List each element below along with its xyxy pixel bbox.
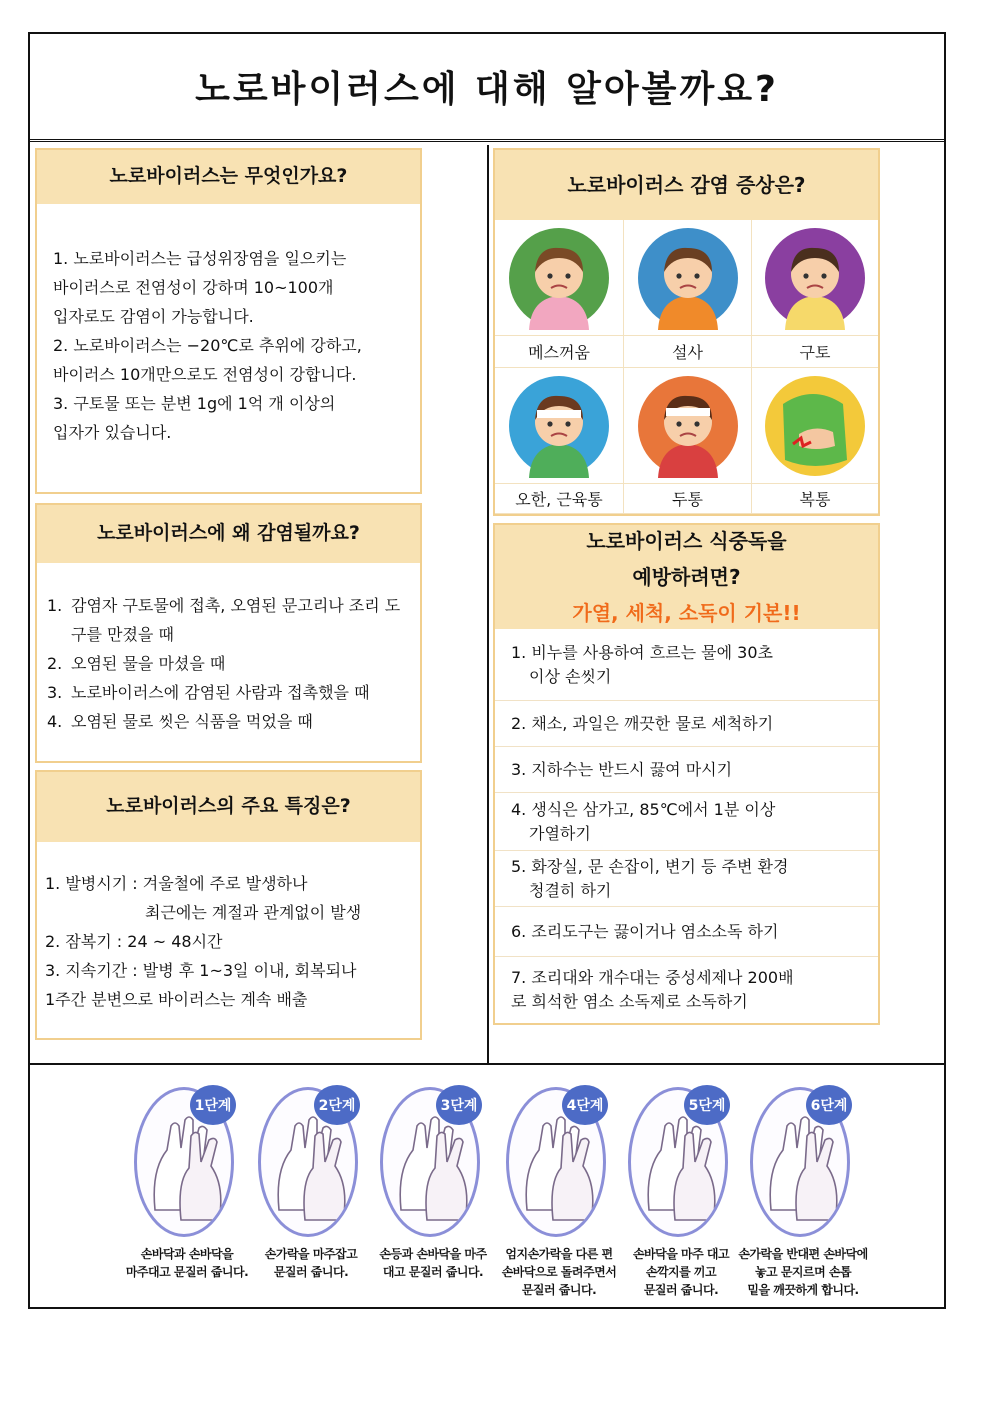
step-badge: 5단계: [684, 1085, 730, 1125]
why-item: [47, 649, 414, 678]
prevention-panel: [493, 523, 880, 1025]
prevention-item: [495, 701, 878, 747]
prevention-item-line: 3. 지하수는 반드시 끓여 마시기: [511, 759, 733, 779]
what-heading: 노로바이러스는 무엇인가요?: [37, 150, 420, 204]
symptom-person-icon: [636, 374, 740, 478]
handwash-step: [622, 1085, 740, 1305]
what-line: 입자가 있습니다.: [53, 423, 172, 442]
why-heading: 노로바이러스에 왜 감염될까요?: [37, 505, 420, 563]
prevention-item: [495, 851, 878, 907]
handwash-step: [738, 1085, 868, 1305]
symptom-illustration: [636, 368, 740, 483]
prevention-item-line: 가열하기: [529, 823, 591, 843]
step-caption: [244, 1245, 378, 1281]
step-caption-line: 문질러 줍니다.: [521, 1283, 597, 1297]
what-line: 2. 노로바이러스는 −20℃로 추위에 강하고,: [53, 336, 362, 355]
prevention-item: [495, 629, 878, 701]
feature-line: 1주간 분변으로 바이러스는 계속 배출: [45, 990, 308, 1009]
step-caption-line: 문질러 줍니다.: [273, 1265, 349, 1279]
step-caption-line: 손바닥을 마주 대고: [632, 1247, 730, 1261]
step-badge: 4단계: [562, 1085, 608, 1125]
step-caption-line: 손등과 손바닥을 마주: [379, 1247, 487, 1261]
step-caption-line: 손깍지를 끼고: [645, 1265, 717, 1279]
symptom-label: 두통: [624, 483, 751, 513]
why-item-number: 1.: [47, 596, 63, 615]
what-line: 바이러스 10개만으로도 전염성이 강합니다.: [53, 365, 357, 384]
prevention-item-line: 7. 조리대와 개수대는 중성세제나 200배: [511, 968, 794, 987]
prevention-item-line: 청결히 하기: [529, 880, 612, 900]
prevention-accent: 가열, 세척, 소독이 기본!!: [572, 601, 801, 625]
step-badge: 6단계: [806, 1085, 852, 1125]
why-item-text: 노로바이러스에 감염된 사람과 접촉했을 때: [71, 683, 370, 702]
step-caption-line: 손바닥과 손바닥을: [140, 1247, 234, 1261]
symptom-label: 설사: [624, 335, 751, 367]
step-caption-line: 마주대고 문질러 줍니다.: [125, 1265, 249, 1279]
features-body: [37, 842, 420, 1014]
why-item-number: 3.: [47, 683, 63, 702]
symptoms-heading: 노로바이러스 감염 증상은?: [495, 150, 878, 220]
why-item-number: 2.: [47, 654, 63, 673]
prevention-list: [495, 629, 878, 1023]
what-line: 3. 구토물 또는 분변 1g에 1억 개 이상의: [53, 394, 336, 413]
handwash-step: [252, 1085, 370, 1305]
prevention-item: [495, 793, 878, 851]
symptoms-panel: [493, 148, 880, 516]
prevention-item-line: 4. 생식은 삼가고, 85℃에서 1분 이상: [511, 799, 776, 819]
symptom-person-icon: [507, 374, 611, 478]
prevention-item-line: 이상 손씻기: [529, 666, 612, 686]
why-body: [37, 563, 420, 736]
step-caption: [736, 1245, 870, 1299]
handwash-steps: [125, 1085, 868, 1305]
handwash-step: [374, 1085, 492, 1305]
what-line: 입자로도 감염이 가능합니다.: [53, 307, 254, 326]
why-item: [47, 707, 414, 736]
section-divider: [30, 1063, 944, 1065]
page-title: 노로바이러스에 대해 알아볼까요?: [195, 69, 779, 110]
why-item-text: 감염자 구토물에 접촉, 오염된 문고리나 조리 도구를 만졌을 때: [71, 596, 401, 644]
what-line: 바이러스로 전염성이 강하며 10~100개: [53, 278, 334, 297]
features-panel: [35, 770, 422, 1040]
prevention-item: [495, 907, 878, 957]
prevention-heading-line1: 노로바이러스 식중독을: [586, 529, 787, 553]
features-heading: 노로바이러스의 주요 특징은?: [37, 772, 420, 842]
step-caption: [366, 1245, 500, 1281]
symptom-label: 오한, 근육통: [495, 483, 623, 513]
step-caption: [614, 1245, 748, 1299]
symptom-illustration: [763, 368, 867, 483]
symptom-label: 복통: [752, 483, 878, 513]
why-item: [47, 678, 414, 707]
step-caption-line: 손가락을 마주잡고: [264, 1247, 358, 1261]
symptom-label: 구토: [752, 335, 878, 367]
handwash-step: [125, 1085, 249, 1305]
prevention-item-line: 6. 조리도구는 끓이거나 염소소독 하기: [511, 921, 779, 941]
step-badge: 2단계: [314, 1085, 360, 1125]
why-item: [47, 591, 414, 649]
step-caption-line: 손바닥으로 돌려주면서: [501, 1265, 617, 1279]
step-caption-line: 대고 문질러 줍니다.: [382, 1265, 484, 1279]
symptom-card: [752, 220, 878, 368]
symptom-card: [495, 368, 624, 514]
feature-line: 2. 잠복기 : 24 ~ 48시간: [45, 932, 223, 951]
why-list: [47, 591, 414, 736]
prevention-item-line: 2. 채소, 과일은 깨끗한 물로 세척하기: [511, 713, 774, 733]
feature-line: 1. 발병시기 : 겨울철에 주로 발생하나: [45, 874, 308, 893]
symptom-person-icon: [507, 226, 611, 330]
step-caption-line: 놓고 문지르며 손톱: [754, 1265, 852, 1279]
symptom-illustration: [763, 220, 867, 335]
prevention-item: [495, 957, 878, 1023]
step-badge: 1단계: [190, 1085, 236, 1125]
what-panel: [35, 148, 422, 494]
step-caption-line: 엄지손가락을 다른 편: [505, 1247, 613, 1261]
prevention-item-line: 로 희석한 염소 소독제로 소독하기: [511, 992, 748, 1011]
why-panel: [35, 503, 422, 763]
symptom-illustration: [636, 220, 740, 335]
handwash-step: [500, 1085, 618, 1305]
prevention-item: [495, 747, 878, 793]
symptom-card: [624, 368, 752, 514]
step-badge: 3단계: [436, 1085, 482, 1125]
symptom-illustration: [507, 220, 611, 335]
symptom-label: 메스꺼움: [495, 335, 623, 367]
title-bar: [30, 34, 944, 142]
column-divider: [487, 145, 489, 1065]
what-body: [37, 204, 420, 447]
prevention-heading: [495, 525, 878, 629]
prevention-item-line: 1. 비누를 사용하여 흐르는 물에 30초: [511, 642, 773, 662]
what-line: 1. 노로바이러스는 급성위장염을 일으키는: [53, 249, 347, 268]
step-caption: [492, 1245, 626, 1299]
prevention-heading-line2: 예방하려면?: [632, 565, 741, 589]
why-item-text: 오염된 물을 마셨을 때: [71, 654, 226, 673]
why-item-text: 오염된 물로 씻은 식품을 먹었을 때: [71, 712, 313, 731]
symptom-person-icon: [763, 226, 867, 330]
step-caption-line: 손가락을 반대편 손바닥에: [738, 1247, 868, 1261]
step-caption-line: 밑을 깨끗하게 합니다.: [747, 1283, 859, 1297]
symptom-card: [495, 220, 624, 368]
symptoms-grid: [495, 220, 878, 514]
symptom-person-icon: [636, 226, 740, 330]
symptom-card: [624, 220, 752, 368]
symptom-illustration: [507, 368, 611, 483]
feature-line: 최근에는 계절과 관계없이 발생: [145, 903, 362, 922]
why-item-number: 4.: [47, 712, 63, 731]
symptom-person-icon: [763, 374, 867, 478]
prevention-item-line: 5. 화장실, 문 손잡이, 변기 등 주변 환경: [511, 856, 789, 876]
step-caption: [120, 1245, 254, 1281]
step-caption-line: 문질러 줍니다.: [643, 1283, 719, 1297]
symptom-card: [752, 368, 878, 514]
feature-line: 3. 지속기간 : 발병 후 1~3일 이내, 회복되나: [45, 961, 357, 980]
